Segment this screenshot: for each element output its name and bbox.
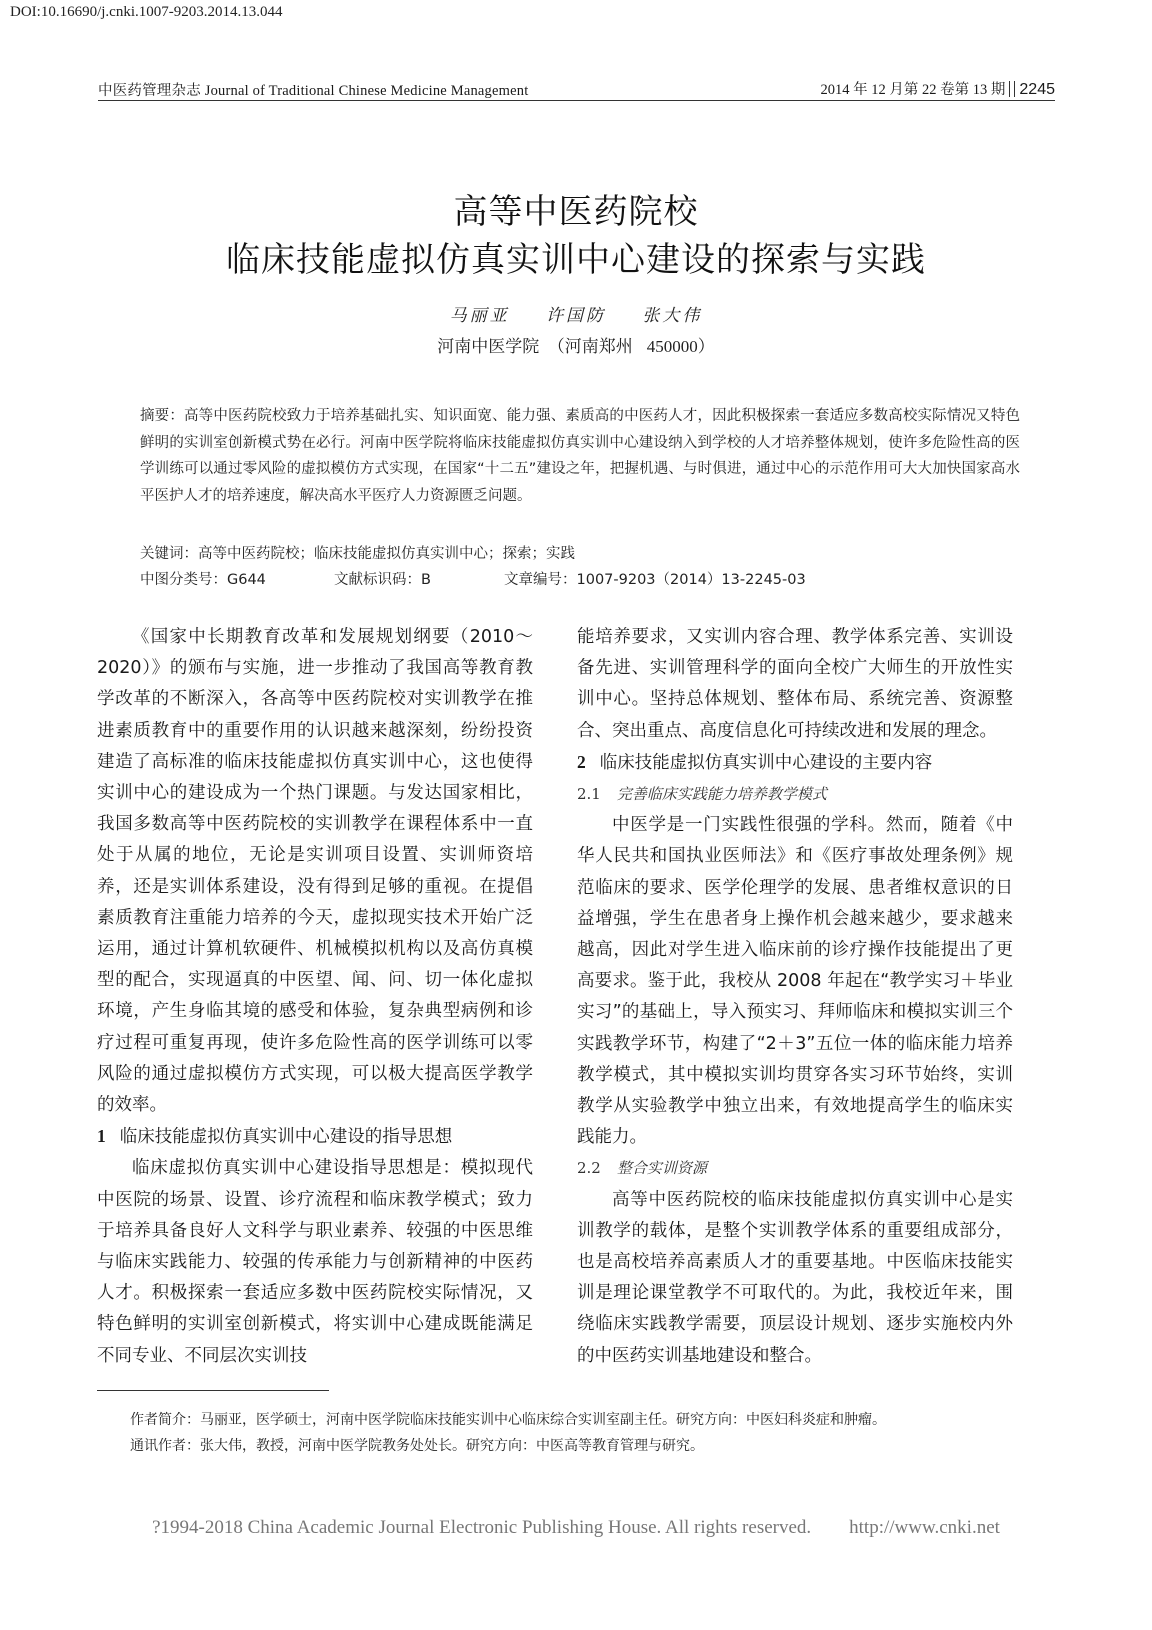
running-header <box>98 78 1055 101</box>
author-2: 许国防 <box>546 306 606 326</box>
section-2-2-number: 2.2 <box>577 1159 601 1178</box>
title-line-1: 高等中医药院校 <box>453 192 699 232</box>
section-2-1-heading <box>577 779 1013 810</box>
section-2-1-paragraph: 中医学是一门实践性很强的学科。然而，随着《中华人民共和国执业医师法》和《医疗事故处理条例》规范临床的要求、医学伦理学的发展、患者维权意识的日益增强，学生在患者身上操作机会越来越少，要求越来越高，因此对学生进入临床前的诊疗操作技能提出了更高要求。鉴于此，我校从 2008 年起在“教学实习＋毕业实习”的基础上，导入预实习、拜师临床和模拟实训三个实践教学环节，构建了“2＋3”五位一体的临床能力培养教学模式，其中模拟实训均贯穿各实习环节始终，实训教学从实验教学中独立出来，有效地提高学生的临床实践能力。 <box>577 815 1013 1148</box>
issue-date: 2014 年 12 月第 22 卷第 13 期 <box>820 82 1006 98</box>
section-1-paragraph: 临床虚拟仿真实训中心建设指导思想是：模拟现代中医院的场景、设置、诊疗流程和临床教学模式；致力于培养具备良好人文科学与职业素养、较强的中医思维与临床实践能力、较强的传承能力与创新精神的中医药人才。积极探索一套适应多数中医药院校实际情况，又特色鲜明的实训室创新模式，将实训中心建成既能满足不同专业、不同层次实训技 <box>97 1158 533 1366</box>
issue-info <box>821 78 1055 99</box>
journal-name: 中医药管理杂志 Journal of Traditional Chinese Medicine Management <box>98 83 529 99</box>
author-1: 马丽亚 <box>449 306 510 326</box>
title-line-2: 临床技能虚拟仿真实训中心建设的探索与实践 <box>226 240 926 280</box>
section-2-2-title: 整合实训资源 <box>616 1159 707 1178</box>
clc-number: 中图分类号：G644 <box>140 572 266 588</box>
abstract <box>140 403 1020 509</box>
abstract-text: 高等中医药院校致力于培养基础扎实、知识面宽、能力强、素质高的中医药人才，因此积极探索一套适应多数高校实际情况又特色鲜明的实训室创新模式势在必行。河南中医学院将临床技能虚拟仿真实训中心建设纳入到学校的人才培养整体规划，使许多危险性高的医学训练可以通过零风险的虚拟模仿方式实现，在国家“十二五”建设之年，把握机遇、与时俱进，通过中心的示范作用可大大加快国家高水平医护人才的培养速度，解决高水平医疗人力资源匮乏问题。 <box>140 408 1021 504</box>
continued-paragraph: 能培养要求，又实训内容合理、教学体系完善、实训设备先进、实训管理科学的面向全校广大师生的开放性实训中心。坚持总体规划、整体布局、系统完善、资源整合、突出重点、高度信息化可持续改进和发展的理念。 <box>577 627 1013 741</box>
section-1-title: 临床技能虚拟仿真实训中心建设的指导思想 <box>119 1127 453 1148</box>
author-3: 张大伟 <box>642 306 703 326</box>
document-code: 文献标识码：B <box>334 572 431 588</box>
abstract-label: 摘要： <box>140 408 185 424</box>
section-2-2-heading <box>577 1153 1013 1184</box>
affiliation-zip: 450000） <box>646 337 715 356</box>
left-column <box>97 622 533 1372</box>
author-list <box>0 301 1152 326</box>
section-2-heading <box>577 747 1013 779</box>
header-separator <box>1009 81 1015 97</box>
article-number: 文章编号：1007-9203（2014）13-2245-03 <box>504 572 806 588</box>
footnote-divider <box>97 1390 329 1391</box>
page-number: 2245 <box>1019 81 1055 98</box>
doi-line: DOI:10.16690/j.cnki.1007-9203.2014.13.044 <box>10 4 283 20</box>
corresponding-author-footnote: 通讯作者：张大伟，教授，河南中医学院教务处处长。研究方向：中医高等教育管理与研究。 <box>130 1438 704 1454</box>
classification-line <box>140 568 1020 589</box>
author-intro-footnote: 作者简介：马丽亚，医学硕士，河南中医学院临床技能实训中心临床综合实训室副主任。研究方向：中医妇科炎症和肿瘤。 <box>130 1412 886 1428</box>
affiliation-name: 河南中医学院 （河南郑州 <box>437 337 633 357</box>
section-2-1-number: 2.1 <box>577 785 601 804</box>
section-1-heading <box>97 1121 533 1153</box>
section-2-title: 临床技能虚拟仿真实训中心建设的主要内容 <box>599 752 933 773</box>
section-2-2-paragraph: 高等中医药院校的临床技能虚拟仿真实训中心是实训教学的载体，是整个实训教学体系的重要组成部分，也是高校培养高素质人才的重要基地。中医临床技能实训是理论课堂教学不可取代的。为此，我校近年来，围绕临床实践教学需要，顶层设计规划、逐步实施校内外的中医药实训基地建设和整合。 <box>577 1189 1013 1366</box>
copyright-watermark: ?1994-2018 China Academic Journal Electronic Publishing House. All rights reserved. http://www.cnki.net <box>152 1517 1000 1538</box>
section-2-number: 2 <box>577 751 586 772</box>
intro-paragraph: 《国家中长期教育改革和发展规划纲要（2010～2020）》的颁布与实施，进一步推动了我国高等教育教学改革的不断深入，各高等中医药院校对实训教学在推进素质教育中的重要作用的认识越来越深刻，纷纷投资建造了高标准的临床技能虚拟仿真实训中心，这也使得实训中心的建设成为一个热门课题。与发达国家相比，我国多数高等中医药院校的实训教学在课程体系中一直处于从属的地位，无论是实训项目设置、实训师资培养，还是实训体系建设，没有得到足够的重视。在提倡素质教育注重能力培养的今天，虚拟现实技术开始广泛运用，通过计算机软硬件、机械模拟机构以及高仿真模型的配合，实现逼真的中医望、闻、问、切一体化虚拟环境，产生身临其境的感受和体验，复杂典型病例和诊疗过程可重复再现，使许多危险性高的医学训练可以零风险的通过虚拟模仿方式实现，可以极大提高医学教学的效率。 <box>97 627 533 1116</box>
keywords: 关键词：高等中医药院校；临床技能虚拟仿真实训中心；探索；实践 <box>140 546 575 562</box>
section-2-1-title: 完善临床实践能力培养教学模式 <box>616 785 827 804</box>
section-1-number: 1 <box>97 1126 106 1147</box>
right-column <box>577 622 1013 1372</box>
affiliation <box>0 332 1152 357</box>
